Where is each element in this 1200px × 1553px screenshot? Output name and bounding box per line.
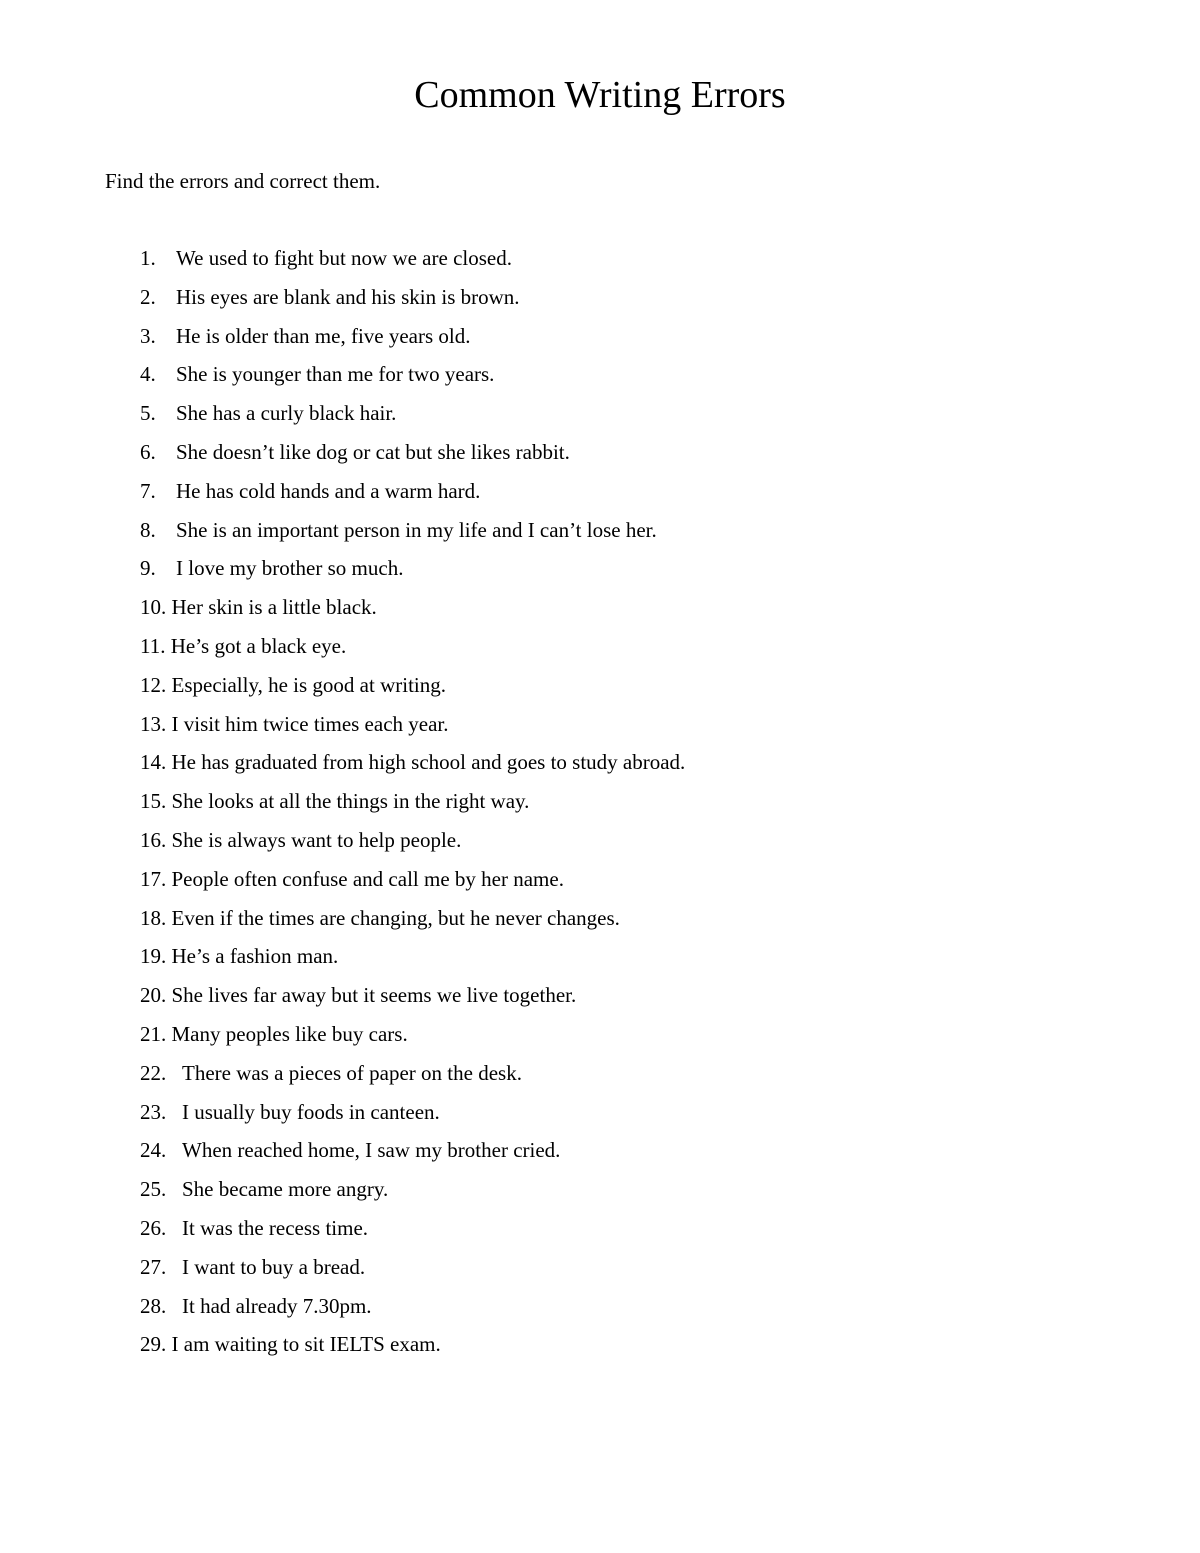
list-item bbox=[140, 476, 685, 515]
list-item bbox=[140, 1291, 685, 1330]
list-item bbox=[140, 709, 685, 748]
item-text: Her skin is a little black. bbox=[171, 595, 377, 620]
list-item bbox=[140, 903, 685, 942]
list-item bbox=[140, 980, 685, 1019]
item-text: I love my brother so much. bbox=[176, 556, 404, 581]
item-text: Many peoples like buy cars. bbox=[171, 1021, 408, 1046]
list-item bbox=[140, 359, 685, 398]
item-text: She doesn’t like dog or cat but she likes rabbit. bbox=[176, 439, 570, 464]
item-number: 8. bbox=[140, 517, 156, 542]
item-text: We used to fight but now we are closed. bbox=[176, 246, 512, 270]
list-item bbox=[140, 1252, 685, 1291]
item-text: His eyes are blank and his skin is brown. bbox=[176, 284, 520, 309]
item-text: He’s got a black eye. bbox=[170, 633, 347, 658]
item-text: She is an important person in my life and I can’t lose her. bbox=[176, 517, 657, 542]
error-list bbox=[140, 243, 685, 1368]
list-item bbox=[140, 941, 685, 980]
item-number: 5. bbox=[140, 401, 156, 426]
item-text: It was the recess time. bbox=[182, 1215, 369, 1240]
list-item bbox=[140, 747, 685, 786]
item-number: 29. bbox=[140, 1332, 167, 1357]
item-number: 7. bbox=[140, 478, 156, 503]
list-item bbox=[140, 1213, 685, 1252]
item-text: He is older than me, five years old. bbox=[176, 323, 471, 348]
item-text: I usually buy foods in canteen. bbox=[182, 1099, 440, 1124]
list-item bbox=[140, 1135, 685, 1174]
list-item bbox=[140, 1329, 685, 1368]
list-item bbox=[140, 670, 685, 709]
list-item bbox=[140, 592, 685, 631]
item-text: There was a pieces of paper on the desk. bbox=[182, 1060, 522, 1085]
item-text: She lives far away but it seems we live together. bbox=[171, 983, 577, 1008]
item-number: 6. bbox=[140, 439, 156, 464]
item-text: She is younger than me for two years. bbox=[176, 362, 495, 387]
list-item bbox=[140, 282, 685, 321]
item-number: 1. bbox=[140, 246, 156, 270]
item-number: 10. bbox=[140, 595, 167, 620]
list-item bbox=[140, 864, 685, 903]
item-text: Even if the times are changing, but he never changes. bbox=[171, 905, 620, 930]
item-text: When reached home, I saw my brother cried. bbox=[182, 1138, 561, 1163]
item-text: She became more angry. bbox=[182, 1177, 389, 1202]
item-text: She is always want to help people. bbox=[171, 827, 462, 852]
item-number: 12. bbox=[140, 672, 167, 697]
item-number: 24. bbox=[140, 1138, 167, 1163]
item-text: I want to buy a bread. bbox=[182, 1254, 366, 1279]
list-item bbox=[140, 825, 685, 864]
list-item bbox=[140, 1174, 685, 1213]
list-item bbox=[140, 553, 685, 592]
item-number: 20. bbox=[140, 983, 167, 1008]
list-item bbox=[140, 631, 685, 670]
item-text: He has cold hands and a warm hard. bbox=[176, 478, 481, 503]
page-title: Common Writing Errors bbox=[414, 74, 786, 116]
item-number: 2. bbox=[140, 284, 156, 309]
list-item bbox=[140, 321, 685, 360]
item-number: 28. bbox=[140, 1293, 167, 1318]
item-number: 16. bbox=[140, 827, 167, 852]
instruction-text: Find the errors and correct them. bbox=[105, 169, 381, 193]
list-item bbox=[140, 1058, 685, 1097]
item-number: 27. bbox=[140, 1254, 167, 1279]
item-number: 15. bbox=[140, 789, 167, 814]
list-item bbox=[140, 515, 685, 554]
item-text: I visit him twice times each year. bbox=[171, 711, 449, 736]
item-text: He has graduated from high school and goes to study abroad. bbox=[171, 750, 686, 775]
item-number: 14. bbox=[140, 750, 167, 775]
list-item bbox=[140, 398, 685, 437]
item-number: 25. bbox=[140, 1177, 167, 1202]
item-number: 18. bbox=[140, 905, 167, 930]
item-number: 26. bbox=[140, 1215, 167, 1240]
item-text: It had already 7.30pm. bbox=[182, 1293, 372, 1318]
item-text: Especially, he is good at writing. bbox=[171, 672, 446, 697]
item-text: She has a curly black hair. bbox=[176, 401, 397, 426]
item-number: 21. bbox=[140, 1021, 167, 1046]
item-text: He’s a fashion man. bbox=[171, 944, 339, 969]
item-number: 11. bbox=[140, 633, 166, 658]
item-number: 13. bbox=[140, 711, 167, 736]
item-number: 17. bbox=[140, 866, 167, 891]
list-item bbox=[140, 786, 685, 825]
list-item bbox=[140, 1019, 685, 1058]
item-number: 9. bbox=[140, 556, 156, 581]
item-number: 3. bbox=[140, 323, 156, 348]
list-item bbox=[140, 1097, 685, 1136]
item-number: 4. bbox=[140, 362, 156, 387]
item-number: 23. bbox=[140, 1099, 167, 1124]
item-number: 22. bbox=[140, 1060, 167, 1085]
item-text: People often confuse and call me by her name. bbox=[171, 866, 564, 891]
list-item bbox=[140, 437, 685, 476]
list-item bbox=[140, 243, 685, 282]
item-text: She looks at all the things in the right way. bbox=[171, 789, 530, 814]
item-text: I am waiting to sit IELTS exam. bbox=[171, 1332, 441, 1357]
item-number: 19. bbox=[140, 944, 167, 969]
